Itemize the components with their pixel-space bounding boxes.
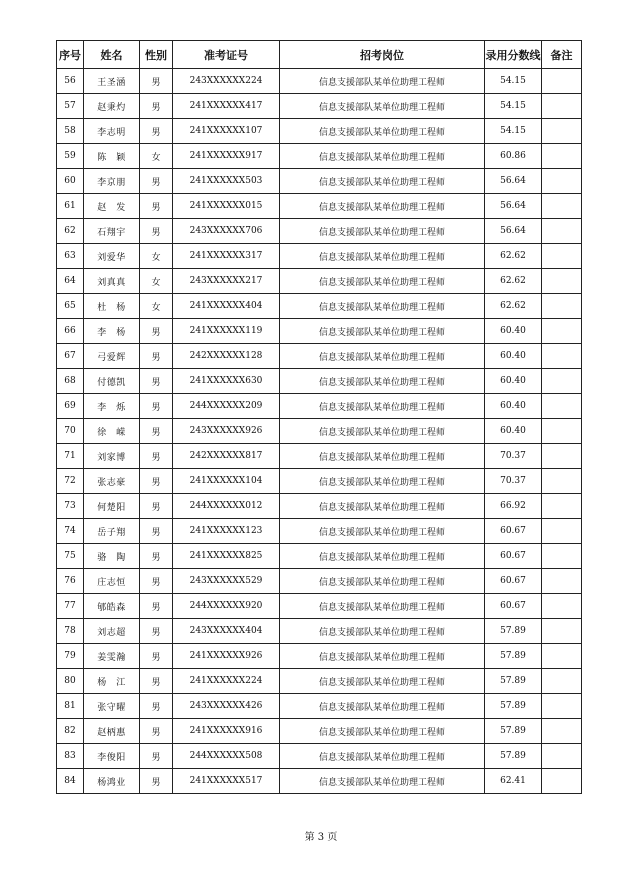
cell-name: 弓爱辉 bbox=[84, 344, 140, 369]
cell-note bbox=[542, 569, 582, 594]
cell-serial: 68 bbox=[57, 369, 84, 394]
cell-position: 信息支援部队某单位助理工程师 bbox=[280, 719, 485, 744]
cell-position: 信息支援部队某单位助理工程师 bbox=[280, 219, 485, 244]
cell-serial: 74 bbox=[57, 519, 84, 544]
cell-score: 60.67 bbox=[485, 594, 542, 619]
cell-score: 62.62 bbox=[485, 269, 542, 294]
cell-exam-id: 241XXXXXX104 bbox=[173, 469, 280, 494]
cell-gender: 女 bbox=[140, 294, 173, 319]
cell-score: 62.62 bbox=[485, 294, 542, 319]
table-row bbox=[57, 269, 582, 294]
table-row bbox=[57, 219, 582, 244]
table-row bbox=[57, 294, 582, 319]
cell-position: 信息支援部队某单位助理工程师 bbox=[280, 594, 485, 619]
cell-score: 57.89 bbox=[485, 669, 542, 694]
header-exam-id: 准考证号 bbox=[173, 41, 280, 69]
cell-serial: 79 bbox=[57, 644, 84, 669]
cell-note bbox=[542, 244, 582, 269]
cell-exam-id: 242XXXXXX128 bbox=[173, 344, 280, 369]
table-row bbox=[57, 744, 582, 769]
cell-position: 信息支援部队某单位助理工程师 bbox=[280, 544, 485, 569]
cell-score: 56.64 bbox=[485, 219, 542, 244]
table-row bbox=[57, 144, 582, 169]
cell-serial: 57 bbox=[57, 94, 84, 119]
cell-score: 62.41 bbox=[485, 769, 542, 794]
page-number: 第 3 页 bbox=[304, 832, 338, 843]
cell-score: 57.89 bbox=[485, 619, 542, 644]
cell-note bbox=[542, 194, 582, 219]
cell-position: 信息支援部队某单位助理工程师 bbox=[280, 744, 485, 769]
cell-name: 李京朋 bbox=[84, 169, 140, 194]
cell-score: 66.92 bbox=[485, 494, 542, 519]
cell-note bbox=[542, 769, 582, 794]
table-row bbox=[57, 644, 582, 669]
cell-exam-id: 241XXXXXX926 bbox=[173, 644, 280, 669]
cell-serial: 78 bbox=[57, 619, 84, 644]
cell-exam-id: 244XXXXXX508 bbox=[173, 744, 280, 769]
cell-gender: 男 bbox=[140, 744, 173, 769]
cell-score: 57.89 bbox=[485, 694, 542, 719]
cell-position: 信息支援部队某单位助理工程师 bbox=[280, 494, 485, 519]
cell-name: 李志明 bbox=[84, 119, 140, 144]
table-row bbox=[57, 494, 582, 519]
cell-score: 62.62 bbox=[485, 244, 542, 269]
cell-serial: 71 bbox=[57, 444, 84, 469]
cell-name: 李 烁 bbox=[84, 394, 140, 419]
cell-score: 56.64 bbox=[485, 169, 542, 194]
cell-serial: 58 bbox=[57, 119, 84, 144]
cell-note bbox=[542, 269, 582, 294]
table-row bbox=[57, 519, 582, 544]
cell-gender: 男 bbox=[140, 719, 173, 744]
cell-exam-id: 241XXXXXX916 bbox=[173, 719, 280, 744]
cell-name: 庄志恒 bbox=[84, 569, 140, 594]
cell-note bbox=[542, 544, 582, 569]
cell-note bbox=[542, 619, 582, 644]
cell-position: 信息支援部队某单位助理工程师 bbox=[280, 444, 485, 469]
cell-gender: 女 bbox=[140, 144, 173, 169]
cell-score: 57.89 bbox=[485, 744, 542, 769]
cell-score: 60.40 bbox=[485, 419, 542, 444]
cell-name: 骆 陶 bbox=[84, 544, 140, 569]
cell-gender: 男 bbox=[140, 419, 173, 444]
cell-note bbox=[542, 594, 582, 619]
cell-gender: 男 bbox=[140, 494, 173, 519]
table-row bbox=[57, 694, 582, 719]
cell-name: 姜雯瀚 bbox=[84, 644, 140, 669]
cell-gender: 男 bbox=[140, 119, 173, 144]
cell-score: 60.67 bbox=[485, 519, 542, 544]
cell-note bbox=[542, 69, 582, 94]
table-row bbox=[57, 194, 582, 219]
table-row bbox=[57, 669, 582, 694]
cell-score: 54.15 bbox=[485, 69, 542, 94]
cell-score: 70.37 bbox=[485, 469, 542, 494]
cell-score: 60.40 bbox=[485, 319, 542, 344]
cell-note bbox=[542, 519, 582, 544]
cell-position: 信息支援部队某单位助理工程师 bbox=[280, 244, 485, 269]
cell-name: 张守曜 bbox=[84, 694, 140, 719]
cell-gender: 男 bbox=[140, 594, 173, 619]
cell-serial: 84 bbox=[57, 769, 84, 794]
cell-name: 李俊阳 bbox=[84, 744, 140, 769]
table-row bbox=[57, 394, 582, 419]
table-row bbox=[57, 69, 582, 94]
header-gender: 性别 bbox=[140, 41, 173, 69]
cell-name: 杨 江 bbox=[84, 669, 140, 694]
cell-note bbox=[542, 144, 582, 169]
table-row bbox=[57, 419, 582, 444]
cell-name: 陈 颖 bbox=[84, 144, 140, 169]
table-row bbox=[57, 169, 582, 194]
cell-score: 60.40 bbox=[485, 344, 542, 369]
cell-gender: 男 bbox=[140, 394, 173, 419]
cell-position: 信息支援部队某单位助理工程师 bbox=[280, 269, 485, 294]
table-row bbox=[57, 244, 582, 269]
cell-serial: 82 bbox=[57, 719, 84, 744]
table-row bbox=[57, 119, 582, 144]
cell-name: 李 杨 bbox=[84, 319, 140, 344]
cell-position: 信息支援部队某单位助理工程师 bbox=[280, 619, 485, 644]
cell-position: 信息支援部队某单位助理工程师 bbox=[280, 94, 485, 119]
cell-serial: 72 bbox=[57, 469, 84, 494]
cell-note bbox=[542, 469, 582, 494]
cell-serial: 75 bbox=[57, 544, 84, 569]
cell-exam-id: 241XXXXXX119 bbox=[173, 319, 280, 344]
cell-exam-id: 243XXXXXX926 bbox=[173, 419, 280, 444]
cell-position: 信息支援部队某单位助理工程师 bbox=[280, 519, 485, 544]
header-position: 招考岗位 bbox=[280, 41, 485, 69]
table-row bbox=[57, 94, 582, 119]
cell-exam-id: 241XXXXXX417 bbox=[173, 94, 280, 119]
cell-name: 刘家博 bbox=[84, 444, 140, 469]
cell-note bbox=[542, 694, 582, 719]
cell-name: 刘爱华 bbox=[84, 244, 140, 269]
table-row bbox=[57, 619, 582, 644]
cell-note bbox=[542, 719, 582, 744]
cell-score: 60.86 bbox=[485, 144, 542, 169]
cell-exam-id: 241XXXXXX317 bbox=[173, 244, 280, 269]
cell-serial: 64 bbox=[57, 269, 84, 294]
cell-exam-id: 241XXXXXX630 bbox=[173, 369, 280, 394]
table-row bbox=[57, 569, 582, 594]
cell-serial: 83 bbox=[57, 744, 84, 769]
cell-note bbox=[542, 744, 582, 769]
cell-name: 杜 杨 bbox=[84, 294, 140, 319]
cell-gender: 女 bbox=[140, 244, 173, 269]
cell-exam-id: 241XXXXXX517 bbox=[173, 769, 280, 794]
cell-gender: 男 bbox=[140, 94, 173, 119]
cell-gender: 男 bbox=[140, 644, 173, 669]
cell-exam-id: 242XXXXXX817 bbox=[173, 444, 280, 469]
cell-serial: 62 bbox=[57, 219, 84, 244]
header-name: 姓名 bbox=[84, 41, 140, 69]
table-row bbox=[57, 544, 582, 569]
cell-serial: 69 bbox=[57, 394, 84, 419]
cell-position: 信息支援部队某单位助理工程师 bbox=[280, 769, 485, 794]
cell-gender: 男 bbox=[140, 619, 173, 644]
cell-exam-id: 244XXXXXX012 bbox=[173, 494, 280, 519]
cell-gender: 男 bbox=[140, 219, 173, 244]
cell-serial: 63 bbox=[57, 244, 84, 269]
cell-serial: 66 bbox=[57, 319, 84, 344]
cell-gender: 男 bbox=[140, 769, 173, 794]
cell-gender: 男 bbox=[140, 569, 173, 594]
cell-exam-id: 243XXXXXX224 bbox=[173, 69, 280, 94]
cell-name: 杨鸿业 bbox=[84, 769, 140, 794]
cell-position: 信息支援部队某单位助理工程师 bbox=[280, 194, 485, 219]
cell-position: 信息支援部队某单位助理工程师 bbox=[280, 469, 485, 494]
cell-score: 57.89 bbox=[485, 719, 542, 744]
cell-exam-id: 241XXXXXX825 bbox=[173, 544, 280, 569]
header-serial: 序号 bbox=[57, 41, 84, 69]
cell-name: 付德凯 bbox=[84, 369, 140, 394]
cell-exam-id: 243XXXXXX706 bbox=[173, 219, 280, 244]
cell-name: 刘志超 bbox=[84, 619, 140, 644]
cell-note bbox=[542, 669, 582, 694]
cell-serial: 61 bbox=[57, 194, 84, 219]
roster-table bbox=[56, 40, 582, 794]
cell-gender: 男 bbox=[140, 319, 173, 344]
cell-position: 信息支援部队某单位助理工程师 bbox=[280, 344, 485, 369]
cell-position: 信息支援部队某单位助理工程师 bbox=[280, 669, 485, 694]
cell-exam-id: 243XXXXXX426 bbox=[173, 694, 280, 719]
cell-note bbox=[542, 94, 582, 119]
cell-position: 信息支援部队某单位助理工程师 bbox=[280, 69, 485, 94]
cell-note bbox=[542, 369, 582, 394]
cell-score: 70.37 bbox=[485, 444, 542, 469]
cell-gender: 女 bbox=[140, 269, 173, 294]
cell-serial: 60 bbox=[57, 169, 84, 194]
cell-position: 信息支援部队某单位助理工程师 bbox=[280, 169, 485, 194]
cell-gender: 男 bbox=[140, 69, 173, 94]
cell-name: 岳子翔 bbox=[84, 519, 140, 544]
cell-gender: 男 bbox=[140, 444, 173, 469]
cell-position: 信息支援部队某单位助理工程师 bbox=[280, 569, 485, 594]
cell-serial: 77 bbox=[57, 594, 84, 619]
cell-note bbox=[542, 119, 582, 144]
cell-score: 60.40 bbox=[485, 369, 542, 394]
cell-position: 信息支援部队某单位助理工程师 bbox=[280, 419, 485, 444]
cell-name: 赵柄惠 bbox=[84, 719, 140, 744]
cell-exam-id: 241XXXXXX503 bbox=[173, 169, 280, 194]
cell-gender: 男 bbox=[140, 169, 173, 194]
header-score: 录用分数线 bbox=[485, 41, 542, 69]
header-note: 备注 bbox=[542, 41, 582, 69]
cell-position: 信息支援部队某单位助理工程师 bbox=[280, 119, 485, 144]
cell-exam-id: 241XXXXXX015 bbox=[173, 194, 280, 219]
cell-exam-id: 243XXXXXX404 bbox=[173, 619, 280, 644]
cell-exam-id: 241XXXXXX917 bbox=[173, 144, 280, 169]
cell-exam-id: 241XXXXXX107 bbox=[173, 119, 280, 144]
cell-exam-id: 244XXXXXX209 bbox=[173, 394, 280, 419]
cell-serial: 59 bbox=[57, 144, 84, 169]
table-row bbox=[57, 469, 582, 494]
cell-serial: 73 bbox=[57, 494, 84, 519]
cell-gender: 男 bbox=[140, 194, 173, 219]
cell-serial: 65 bbox=[57, 294, 84, 319]
cell-name: 赵秉灼 bbox=[84, 94, 140, 119]
table-row bbox=[57, 344, 582, 369]
cell-name: 张志豪 bbox=[84, 469, 140, 494]
cell-score: 60.40 bbox=[485, 394, 542, 419]
cell-score: 56.64 bbox=[485, 194, 542, 219]
cell-serial: 80 bbox=[57, 669, 84, 694]
cell-exam-id: 241XXXXXX123 bbox=[173, 519, 280, 544]
cell-serial: 76 bbox=[57, 569, 84, 594]
cell-exam-id: 244XXXXXX920 bbox=[173, 594, 280, 619]
cell-note bbox=[542, 494, 582, 519]
cell-note bbox=[542, 319, 582, 344]
cell-gender: 男 bbox=[140, 344, 173, 369]
cell-name: 郇皓森 bbox=[84, 594, 140, 619]
cell-note bbox=[542, 644, 582, 669]
table-row bbox=[57, 444, 582, 469]
header-row bbox=[57, 41, 582, 69]
cell-gender: 男 bbox=[140, 669, 173, 694]
cell-serial: 67 bbox=[57, 344, 84, 369]
cell-position: 信息支援部队某单位助理工程师 bbox=[280, 694, 485, 719]
cell-note bbox=[542, 444, 582, 469]
cell-position: 信息支援部队某单位助理工程师 bbox=[280, 294, 485, 319]
cell-serial: 70 bbox=[57, 419, 84, 444]
cell-gender: 男 bbox=[140, 469, 173, 494]
table-row bbox=[57, 769, 582, 794]
cell-name: 徐 嵘 bbox=[84, 419, 140, 444]
table-row bbox=[57, 319, 582, 344]
cell-serial: 81 bbox=[57, 694, 84, 719]
cell-exam-id: 241XXXXXX224 bbox=[173, 669, 280, 694]
cell-gender: 男 bbox=[140, 544, 173, 569]
cell-gender: 男 bbox=[140, 519, 173, 544]
roster-body bbox=[57, 69, 582, 794]
cell-position: 信息支援部队某单位助理工程师 bbox=[280, 369, 485, 394]
cell-note bbox=[542, 169, 582, 194]
cell-exam-id: 243XXXXXX217 bbox=[173, 269, 280, 294]
cell-name: 赵 发 bbox=[84, 194, 140, 219]
cell-gender: 男 bbox=[140, 369, 173, 394]
cell-score: 54.15 bbox=[485, 119, 542, 144]
cell-note bbox=[542, 419, 582, 444]
cell-position: 信息支援部队某单位助理工程师 bbox=[280, 144, 485, 169]
cell-note bbox=[542, 344, 582, 369]
table-row bbox=[57, 594, 582, 619]
cell-position: 信息支援部队某单位助理工程师 bbox=[280, 319, 485, 344]
table-row bbox=[57, 719, 582, 744]
cell-exam-id: 243XXXXXX529 bbox=[173, 569, 280, 594]
cell-note bbox=[542, 294, 582, 319]
cell-gender: 男 bbox=[140, 694, 173, 719]
cell-name: 石翔宇 bbox=[84, 219, 140, 244]
cell-note bbox=[542, 219, 582, 244]
cell-position: 信息支援部队某单位助理工程师 bbox=[280, 394, 485, 419]
cell-position: 信息支援部队某单位助理工程师 bbox=[280, 644, 485, 669]
cell-score: 60.67 bbox=[485, 544, 542, 569]
cell-note bbox=[542, 394, 582, 419]
cell-score: 57.89 bbox=[485, 644, 542, 669]
cell-exam-id: 241XXXXXX404 bbox=[173, 294, 280, 319]
cell-name: 刘真真 bbox=[84, 269, 140, 294]
cell-name: 何楚阳 bbox=[84, 494, 140, 519]
cell-name: 王圣涵 bbox=[84, 69, 140, 94]
cell-score: 54.15 bbox=[485, 94, 542, 119]
cell-score: 60.67 bbox=[485, 569, 542, 594]
table-row bbox=[57, 369, 582, 394]
cell-serial: 56 bbox=[57, 69, 84, 94]
